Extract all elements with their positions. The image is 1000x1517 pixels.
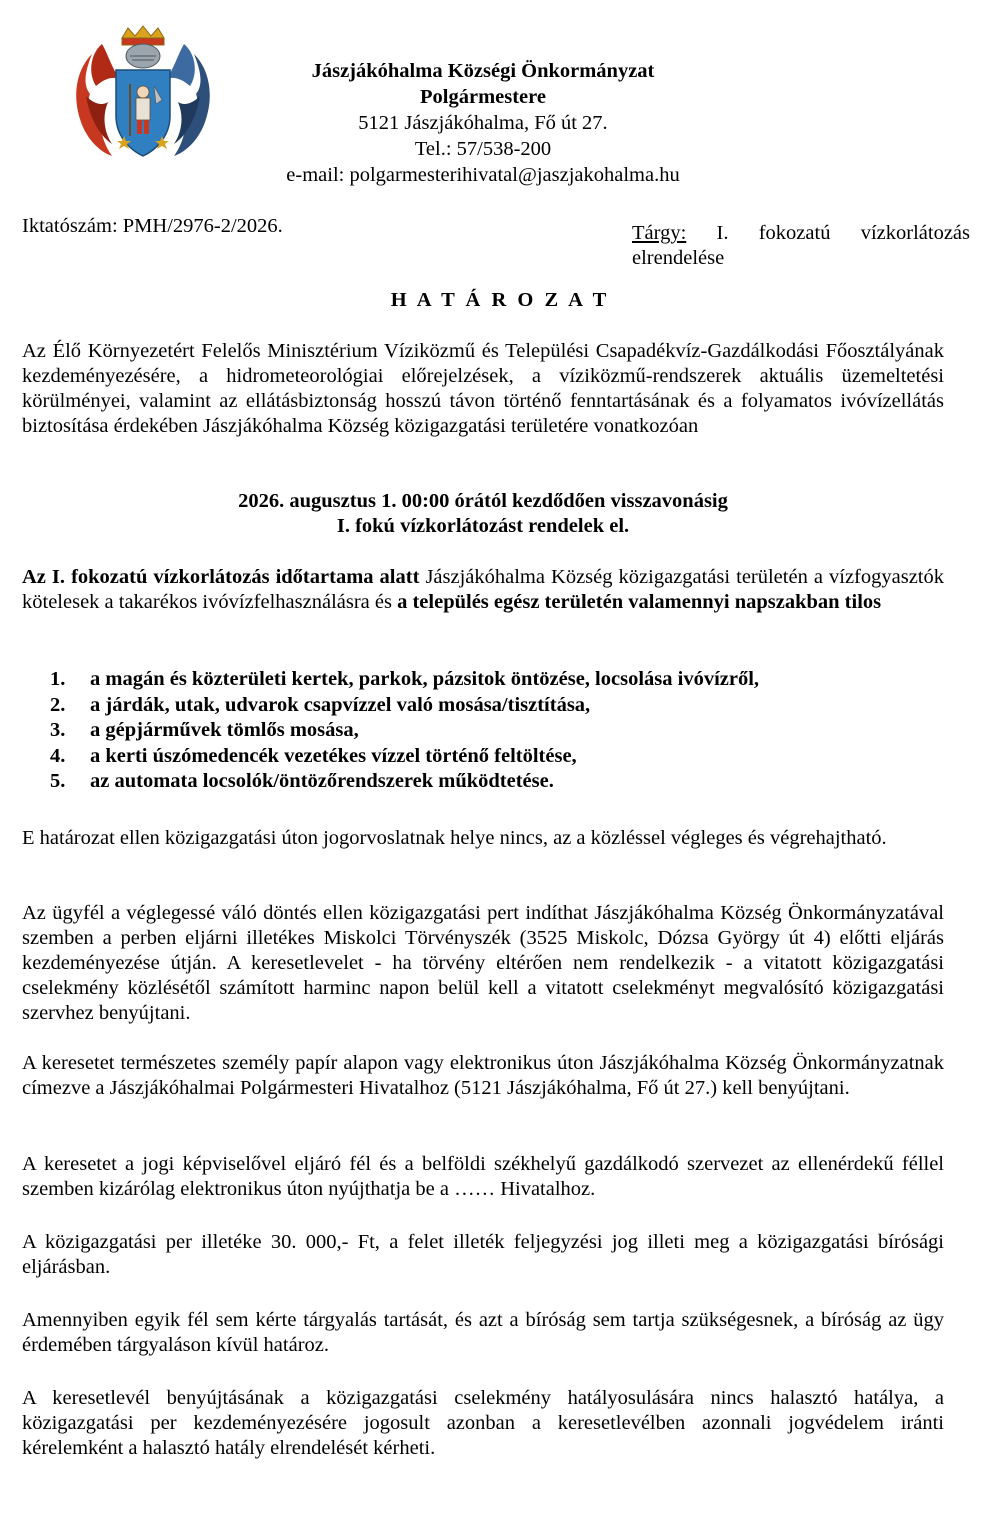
decision: [22, 489, 944, 539]
paragraph-submission: A keresetet természetes személy papír alapon vagy elektronikus úton Jászjákóhalma Község Önkormányzatnak címezve a Jászjákóhalmai Polgármesteri Hivatalhoz (5121 Jászjákóhalma, Fő út 27.) kell benyújtani.: [22, 1052, 944, 1099]
paragraph-hearing: Amennyiben egyik fél sem kérte tárgyalás tartását, és azt a bíróság sem tartja szükségesnek, a bíróság az ügy érdemében tárgyaláson kívül határoz.: [22, 1309, 944, 1356]
phone: Tel.: 57/538-200: [414, 138, 552, 160]
subject-text: I. fokozatú vízkorlátozás elrendelése: [632, 222, 970, 269]
paragraph-remedy: E határozat ellen közigazgatási úton jogorvoslatnak helye nincs, az a közléssel végleges és végrehajtható.: [22, 827, 887, 849]
restriction-middle: Jászjákóhalma Község közigazgatási területén a vízfogyasztók kötelesek a takarékos ivóvízfelhasználásra és: [22, 566, 944, 613]
intro-paragraph: Az Élő Környezetért Felelős Minisztérium Víziközmű és Települési Csapadékvíz-Gazdálkodási Főosztályának kezdeményezésére, a hidrometeorológiai előrejelzések, a víziközmű-rendszerek aktuális üzemeltetési körülményei, valamint az ellátásbiztonság hosszú távon történő fenntartásának és a folyamatos ivóvízellátás biztosítása érdekében Jászjákóhalma Község közigazgatási területére vonatkozóan: [22, 340, 944, 437]
list-number: 3.: [50, 719, 66, 741]
subject-label: Tárgy:: [632, 222, 687, 244]
filing-number: Iktatószám: PMH/2976-2/2026.: [22, 215, 283, 237]
restriction-bold-end: a település egész területén valamennyi napszakban tilos: [397, 591, 882, 613]
prohibited-list: [50, 667, 759, 795]
paragraph-fee: A közigazgatási per illetéke 30. 000,- Ft, a felet illeték feljegyzési jog illeti meg a közigazgatási bírósági eljárásban.: [22, 1231, 944, 1278]
list-item: [50, 718, 759, 744]
subject: [632, 221, 970, 271]
paragraph-suspension: A keresetlevél benyújtásának a közigazgatási cselekmény hatályosulására nincs halasztó hatálya, a közigazgatási per kezdeményezésére jogosult azonban a keresetlevélben azonnali jogvédelem iránti kérelemként a halasztó hatály elrendelését kérheti.: [22, 1387, 944, 1459]
address: 5121 Jászjákóhalma, Fő út 27.: [358, 112, 608, 134]
paragraph-lawsuit: Az ügyfél a véglegessé váló döntés ellen közigazgatási pert indíthat Jászjákóhalma Község Önkormányzatával szemben a perben eljárni illetékes Miskolci Törvényszék (3525 Miskolc, Dózsa György út 4) előtti eljárás kezdeményezése útján. A keresetlevelet - ha törvény eltérően nem rendelkezik - a vitatott közigazgatási cselekmény közlésétől számított harminc napon belül kell a vitatott cselekményt megvalósító közigazgatási szervhez benyújtani.: [22, 902, 944, 1024]
list-text: a gépjárművek tömlős mosása,: [90, 719, 359, 741]
list-item: [50, 693, 759, 719]
letterhead: [200, 58, 766, 188]
list-text: a kerti úszómedencék vezetékes vízzel történő feltöltése,: [90, 744, 577, 767]
list-text: a járdák, utak, udvarok csapvízzel való mosása/tisztítása,: [90, 693, 591, 716]
list-item: [50, 667, 759, 693]
list-text: az automata locsolók/öntözőrendszerek működtetése.: [90, 770, 554, 792]
office-name: Polgármestere: [420, 86, 546, 108]
list-item: [50, 769, 759, 795]
list-number: 4.: [50, 744, 66, 767]
list-number: 2.: [50, 693, 66, 716]
paragraph-electronic: A keresetet a jogi képviselővel eljáró fél és a belföldi székhelyű gazdálkodó szervezet az ellenérdekű féllel szemben kizárólag elektronikus úton nyújthatja be a …… Hivatalhoz.: [22, 1153, 944, 1200]
email: e-mail: polgarmesterihivatal@jaszjakohalma.hu: [286, 164, 680, 186]
restriction-bold-start: Az I. fokozatú vízkorlátozás időtartama alatt: [22, 566, 420, 588]
document-title: H A T Á R O Z A T: [390, 289, 610, 311]
organization-name: Jászjákóhalma Községi Önkormányzat: [311, 60, 655, 82]
decision-line-1: 2026. augusztus 1. 00:00 órától kezdődően visszavonásig: [238, 490, 728, 512]
list-text: a magán és közterületi kertek, parkok, pázsitok öntözése, locsolása ivóvízről,: [90, 668, 760, 690]
list-number: 5.: [50, 770, 66, 792]
decision-line-2: I. fokú vízkorlátozást rendelek el.: [336, 515, 630, 537]
restriction-paragraph: [22, 565, 944, 615]
list-item: [50, 744, 759, 770]
coat-of-arms-icon: [72, 24, 214, 166]
list-number: 1.: [50, 668, 66, 690]
